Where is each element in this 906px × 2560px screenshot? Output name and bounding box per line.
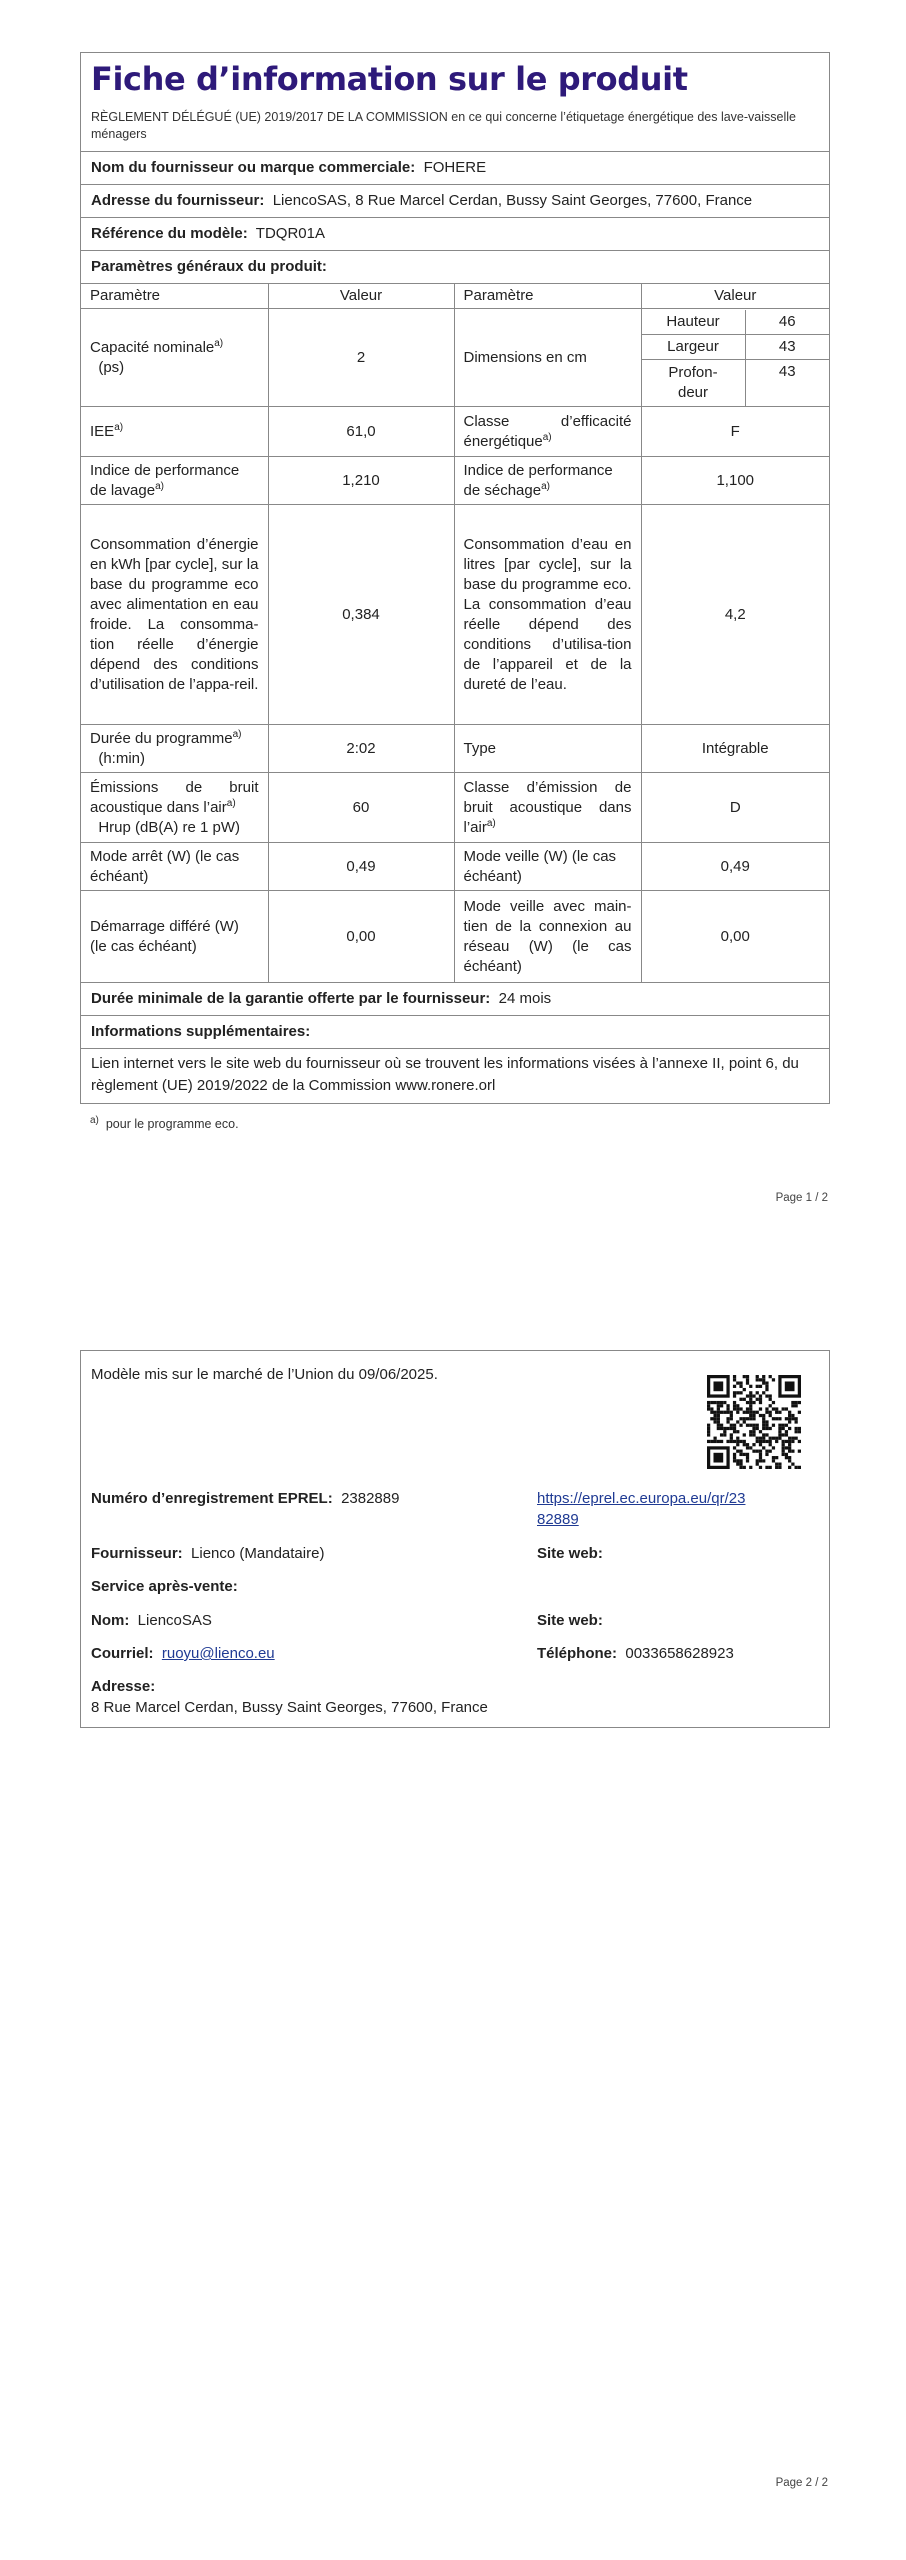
col-header-value-2: Valeur: [641, 284, 829, 309]
supplier-info: [91, 1543, 324, 1564]
footnote-marker: a): [542, 431, 552, 443]
supplier2-value: Lienco (Mandataire): [191, 1545, 325, 1562]
model-row: [81, 218, 829, 251]
networked-standby-label: Mode veille avec main-tien de la connexion au réseau (W) (le cas échéant): [454, 891, 641, 983]
drying-label-cell: [454, 457, 641, 505]
width-label: Largeur: [642, 334, 746, 359]
page-title: Fiche d’information sur le produit: [91, 60, 688, 98]
cleaning-label-cell: [81, 457, 268, 505]
footnote-marker: a): [114, 421, 124, 433]
capacity-label: Capacité nominale: [90, 338, 215, 356]
service-phone: [537, 1643, 734, 1664]
page-number-2: Page 2 / 2: [775, 2477, 828, 2489]
eprel-value: 2382889: [341, 1490, 400, 1507]
drying-label: Indice de performance de séchage: [463, 461, 613, 499]
general-params-row: [81, 251, 829, 283]
model-label: Référence du modèle:: [91, 225, 248, 242]
cleaning-value: 1,210: [268, 457, 454, 505]
eprel-registration: [91, 1488, 399, 1509]
delay-start-label: Démarrage différé (W) (le cas échéant): [81, 891, 268, 983]
dimensions-table: [642, 310, 830, 406]
efficiency-class-label-cell: [454, 407, 641, 457]
address2-value: 8 Rue Marcel Cerdan, Bussy Saint Georges, 77600, France: [91, 1699, 488, 1716]
eprel-link[interactable]: https://eprel.ec.europa.eu/qr/23 82889: [537, 1490, 746, 1528]
off-mode-value: 0,49: [268, 843, 454, 891]
address-value: LiencoSAS, 8 Rue Marcel Cerdan, Bussy Saint Georges, 77600, France: [272, 192, 753, 209]
off-mode-label: Mode arrêt (W) (le cas échéant): [81, 843, 268, 891]
capacity-unit: (ps): [98, 358, 125, 376]
footnote-marker: a): [155, 480, 164, 492]
depth-value: 43: [745, 359, 829, 406]
footnote-text: pour le programme eco.: [105, 1117, 239, 1131]
noise-class-value: D: [641, 773, 829, 843]
duration-label-cell: [81, 725, 268, 773]
height-label: Hauteur: [642, 310, 746, 335]
sheet-header: [81, 53, 829, 152]
iee-label: IEE: [90, 422, 115, 440]
cleaning-label: Indice de performance de lavage: [90, 461, 240, 499]
warranty-row: [81, 983, 829, 1016]
noise-class-label-cell: [454, 773, 641, 843]
type-label: Type: [454, 725, 641, 773]
supplier-website-link-text: Lien internet vers le site web du fournisseur où se trouvent les informations visées à l’annexe II, point 6, du règlement (UE) 2019/2022 de la Commission www.ronere.orl: [91, 1055, 799, 1094]
supplier-label: Nom du fournisseur ou marque commerciale:: [91, 159, 416, 176]
dimensions-cell: [641, 309, 829, 407]
water-label: Consommation d’eau en litres [par cycle], sur la base du programme eco. La consommation d’eau réelle dépend des conditions d’utilisa-tion de l’appareil et de la dureté de l’eau.: [454, 505, 641, 725]
service-name: [91, 1610, 212, 1631]
footnote-marker: a): [90, 1114, 99, 1126]
iee-label-cell: [81, 407, 268, 457]
product-registration-sheet: [80, 1350, 830, 1728]
model-value: TDQR01A: [255, 225, 325, 242]
market-date: Modèle mis sur le marché de l’Union du 09/06/2025.: [91, 1366, 438, 1383]
footnote-marker: a): [541, 480, 550, 492]
efficiency-class-label: Classe d’efficacité énergétique: [463, 412, 632, 450]
phone-label: Téléphone:: [537, 1645, 618, 1662]
type-value: Intégrable: [641, 725, 829, 773]
duration-label: Durée du programme: [90, 729, 233, 747]
service-email: [91, 1643, 275, 1664]
col-header-value: Valeur: [268, 284, 454, 309]
capacity-label-cell: [81, 309, 268, 407]
noise-label-cell: [81, 773, 268, 843]
footnote: [90, 1114, 239, 1131]
footnote-marker: a): [486, 817, 496, 829]
footnote-marker: a): [214, 337, 224, 349]
noise-unit: Hrup (dB(A) re 1 pW): [98, 818, 241, 836]
warranty-label: Durée minimale de la garantie offerte par le fournisseur:: [91, 990, 491, 1007]
energy-value: 0,384: [268, 505, 454, 725]
col-header-param-2: Paramètre: [454, 284, 641, 309]
service-label: Service après-vente:: [91, 1578, 238, 1595]
email-label: Courriel:: [91, 1645, 154, 1662]
dimensions-label: Dimensions en cm: [454, 309, 641, 407]
duration-value: 2:02: [268, 725, 454, 773]
phone-value: 0033658628923: [625, 1645, 734, 1662]
additional-info-row: [81, 1016, 829, 1049]
water-value: 4,2: [641, 505, 829, 725]
qr-code-icon[interactable]: [707, 1375, 801, 1469]
width-value: 43: [745, 334, 829, 359]
depth-label: Profon-deur: [642, 359, 746, 406]
email-link[interactable]: ruoyu@lienco.eu: [161, 1645, 275, 1662]
additional-info-label: Informations supplémentaires:: [91, 1023, 311, 1040]
standby-value: 0,49: [641, 843, 829, 891]
noise-value: 60: [268, 773, 454, 843]
capacity-value: 2: [268, 309, 454, 407]
general-params-label: Paramètres généraux du produit:: [91, 258, 327, 275]
drying-value: 1,100: [641, 457, 829, 505]
address-row: [81, 185, 829, 218]
website2-label: Site web:: [537, 1612, 603, 1629]
supplier2-label: Fournisseur:: [91, 1545, 183, 1562]
noise-class-label: Classe d’émission de bruit acoustique dans l’air: [463, 778, 632, 836]
website-label: Site web:: [537, 1545, 603, 1562]
standby-label: Mode veille (W) (le cas échéant): [454, 843, 641, 891]
delay-start-value: 0,00: [268, 891, 454, 983]
footnote-marker: a): [226, 797, 236, 809]
parameters-table: [81, 283, 829, 983]
supplier-value: FOHERE: [423, 159, 487, 176]
supplier-row: [81, 152, 829, 185]
height-value: 46: [745, 310, 829, 335]
name-value: LiencoSAS: [137, 1612, 212, 1629]
eprel-link-block: [537, 1488, 797, 1530]
name-label: Nom:: [91, 1612, 130, 1629]
product-information-sheet: [80, 52, 830, 1104]
warranty-value: 24 mois: [498, 990, 552, 1007]
regulation-text: RÈGLEMENT DÉLÉGUÉ (UE) 2019/2017 DE LA COMMISSION en ce qui concerne l’étiquetage énergétique des lave-vaisselle ménagers: [91, 110, 796, 141]
energy-label: Consommation d’énergie en kWh [par cycle], sur la base du programme eco avec alimentation en eau froide. La consomma-tion réelle d’énergie dépend des conditions d’utilisation de l’appa-reil.: [81, 505, 268, 725]
noise-label: Émissions de bruit acoustique dans l’air: [90, 778, 259, 816]
footnote-marker: a): [232, 728, 242, 740]
networked-standby-value: 0,00: [641, 891, 829, 983]
address2-label: Adresse:: [91, 1678, 156, 1695]
service-address: [91, 1676, 488, 1718]
col-header-param: Paramètre: [81, 284, 268, 309]
efficiency-class-value: F: [641, 407, 829, 457]
duration-unit: (h:min): [98, 749, 146, 767]
page-number-1: Page 1 / 2: [775, 1192, 828, 1204]
eprel-label: Numéro d’enregistrement EPREL:: [91, 1490, 333, 1507]
iee-value: 61,0: [268, 407, 454, 457]
address-label: Adresse du fournisseur:: [91, 192, 265, 209]
